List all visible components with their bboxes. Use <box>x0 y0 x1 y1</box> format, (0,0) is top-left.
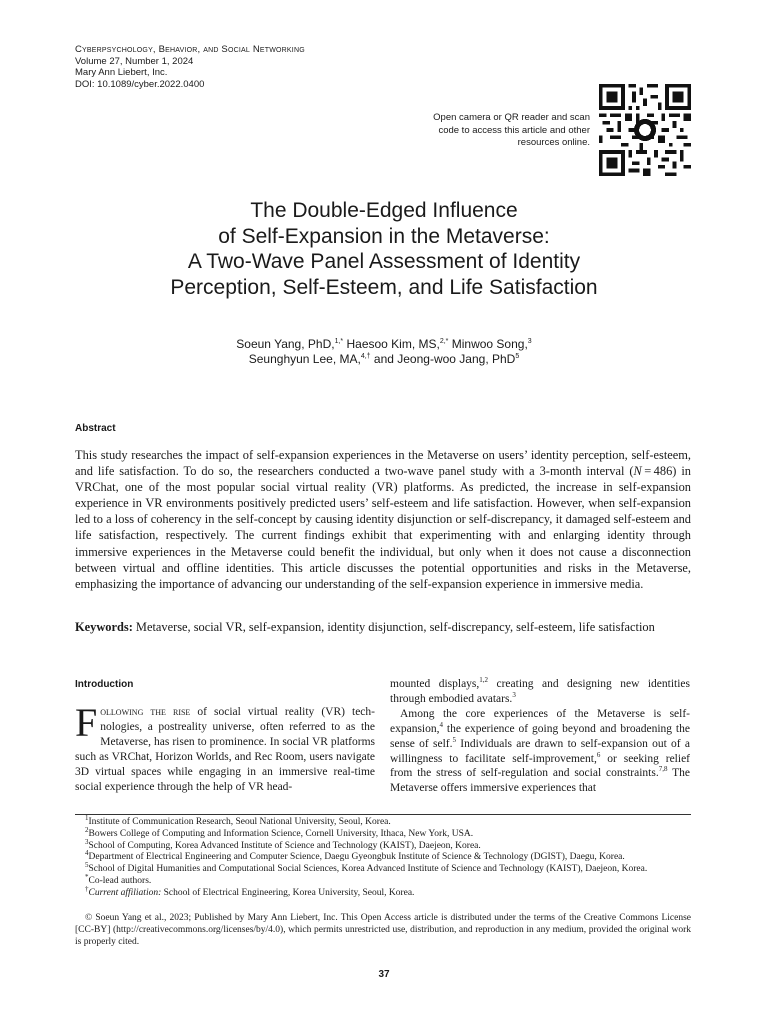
introduction-heading: Introduction <box>75 679 134 690</box>
author-name: Minwoo Song, <box>448 337 528 351</box>
qr-code-icon[interactable] <box>599 84 691 176</box>
current-affiliation-note <box>75 884 691 900</box>
abstract-text-pre: This study researches the impact of self-expansion experiences in the Metaverse on users’ identity perception, self-esteem, and life satisfaction. To do so, the researchers conducted a two-wave panel study with a 3-month interval ( <box>75 448 691 479</box>
author-affil-sup: 1,* <box>334 338 344 345</box>
author-name: Haesoo Kim, MS, <box>343 337 440 351</box>
doi[interactable]: DOI: 10.1089/cyber.2022.0400 <box>75 78 205 90</box>
affil-text: Institute of Communication Research, Seoul National University, Seoul, Korea. <box>88 817 391 827</box>
intro-column-right <box>390 677 690 796</box>
author-name: Soeun Yang, PhD, <box>236 337 335 351</box>
author-affil-sup: 4,† <box>360 353 371 360</box>
journal-name: Cyberpsychology, Behavior, and Social Networking <box>75 44 305 55</box>
qr-note: Open camera or QR reader and scan code to access this article and other resources online. <box>433 112 590 148</box>
colead-note <box>75 872 691 888</box>
affil-sup: 5 <box>85 861 89 870</box>
affil-sup: 3 <box>85 837 89 846</box>
publisher: Mary Ann Liebert, Inc. <box>75 67 168 78</box>
affiliation-item <box>75 837 691 853</box>
citation-sup[interactable]: 7,8 <box>658 765 668 774</box>
text-run: mounted displays, <box>390 678 480 690</box>
keywords-text: Metaverse, social VR, self-expansion, identity disjunction, self-discrepancy, self-esteem, life satisfaction <box>132 620 655 634</box>
affil-text: School of Computing, Korea Advanced Institute of Science and Technology (KAIST), Daejeon, Korea. <box>88 840 481 851</box>
title-line: Perception, Self-Esteem, and Life Satisfaction <box>170 275 598 299</box>
affiliation-item <box>75 849 691 864</box>
affil-text: School of Digital Humanities and Computational Social Sciences, Korea Advanced Institute of Science and Technology (KAIST), Daejeon, Korea. <box>88 864 648 875</box>
affiliation-item <box>75 825 691 841</box>
note-text: School of Electrical Engineering, Korea University, Seoul, Korea. <box>161 887 415 898</box>
text-run: Among the core experiences of the Metaverse is self-expansion, <box>390 707 690 735</box>
affiliation-item <box>75 861 691 876</box>
intro-paragraph <box>390 707 690 796</box>
author-name: Seunghyun Lee, MA, <box>248 352 361 366</box>
author-name: and Jeong-woo Jang, PhD <box>370 352 516 366</box>
journal-volume: Volume 27, Number 1, 2024 <box>75 55 194 67</box>
affil-sup: 4 <box>85 849 89 858</box>
author-list <box>100 337 668 367</box>
text-run: the experience of going beyond and broadening the sense of self. <box>390 722 690 750</box>
author-affil-sup: 3 <box>527 338 532 345</box>
text-run: The Metaverse offers immersive experiences that <box>390 767 690 795</box>
intro-smallcaps: ollowing the rise <box>100 706 191 718</box>
citation-sup[interactable]: 5 <box>452 735 456 744</box>
abstract-text <box>75 447 691 592</box>
citation-sup[interactable]: 4 <box>439 720 444 729</box>
keywords <box>75 619 691 635</box>
sample-size-value: = 486 <box>641 464 673 479</box>
citation-sup[interactable]: 1,2 <box>479 676 489 685</box>
text-run: creating and designing new identities through embodied avatars. <box>390 678 690 705</box>
text-run: or seeking relief from the stress of self-regulation and social constraints. <box>390 752 690 780</box>
note-text: Co-lead authors. <box>88 875 152 886</box>
intro-left-text: of social virtual reality (VR) technologies, a postreality universe, often referred to as the Metaverse, has risen to prominence. In social VR platforms such as VRChat, Horizon Worlds, and Rec Room, users navigate 3D virtual spaces while engaging in an immersive real-time social experience through the help of VR head- <box>75 706 376 793</box>
journal-header <box>75 44 305 90</box>
author-affil-sup: 5 <box>515 353 520 360</box>
author-line <box>100 352 668 367</box>
note-label: Current affiliation: <box>88 887 162 898</box>
affil-sup: 2 <box>85 825 89 834</box>
author-affil-sup: 2,* <box>439 338 449 345</box>
abstract-text-post: ) in VRChat, one of the most popular social virtual reality (VR) platforms. As predicted, the increase in self-expansion experience in VR environments positively predicted users’ self-esteem and life satisfaction. However, when self-expansion led to a loss of coherency in the self-concept by causing identity disjunction or self-discrepancy, it damaged self-esteem and life satisfaction, respectively. The current findings exhibit that experimenting with and enlarging identity through immersive experiences in the Metaverse could benefit the individual, but only when it does not cause a disconnection between virtual and offline identities. This article discusses the potential opportunities and risks in the Metaverse, emphasizing the importance of advancing our understanding of the self-expansion experience in immersive media. <box>75 464 691 591</box>
intro-paragraph <box>390 677 690 707</box>
citation-sup[interactable]: 3 <box>512 691 516 700</box>
title-line: of Self-Expansion in the Metaverse: <box>218 224 550 248</box>
note-sup: † <box>85 884 89 893</box>
license-notice: © Soeun Yang et al., 2023; Published by Mary Ann Liebert, Inc. This Open Access article is distributed under the terms of the Creative Commons License [CC-BY] (http://creativecommons.org/licenses/by/4.0), which permits unrestricted use, distribution, and reproduction in any medium, provided the original work is properly cited. <box>75 913 691 947</box>
page-number: 37 <box>378 969 390 980</box>
title-line: The Double-Edged Influence <box>250 199 518 222</box>
abstract-heading: Abstract <box>75 423 116 434</box>
intro-column-left <box>75 700 376 794</box>
citation-sup[interactable]: 6 <box>596 750 601 759</box>
drop-cap: F <box>75 700 98 745</box>
affil-text: Bowers College of Computing and Information Science, Cornell University, Ithaca, New York, USA. <box>88 828 474 839</box>
affiliations <box>75 813 691 900</box>
affil-sup: 1 <box>85 813 89 822</box>
affil-text: Department of Electrical Engineering and Computer Science, Daegu Gyeongbuk Institute of Science & Technology (DGIST), Daegu, Korea. <box>88 852 625 863</box>
sample-size-variable: N <box>633 464 642 479</box>
article-title <box>100 198 668 300</box>
title-line: A Two-Wave Panel Assessment of Identity <box>187 250 581 273</box>
author-line <box>100 337 668 352</box>
keywords-label: Keywords: <box>75 620 133 634</box>
footnote-divider <box>75 814 691 815</box>
text-run: Individuals are drawn to self-expansion out of a willingness to facilitate self-improvement, <box>390 737 690 765</box>
affiliation-item <box>75 813 691 829</box>
note-sup: * <box>85 872 89 881</box>
